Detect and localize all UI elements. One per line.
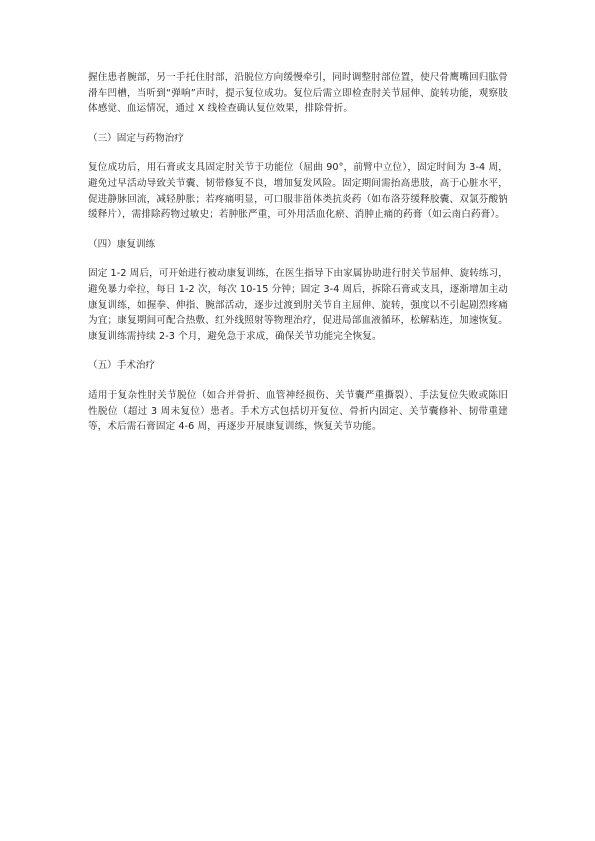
document-body bbox=[88, 70, 508, 435]
section-heading-fixation-medication: （三）固定与药物治疗 bbox=[88, 132, 184, 144]
paragraph-reduction-procedure: 握住患者腕部，另一手托住肘部，沿脱位方向缓慢牵引，同时调整肘部位置，使尺骨鹰嘴回归肱骨滑车凹槽，当听到“弹响”声时，提示复位成功。复位后需立即检查肘关节屈伸、旋转功能，观察肢体感觉、血运情况，通过 X 线检查确认复位效果，排除骨折。 bbox=[88, 72, 508, 115]
paragraph-fixation-medication: 复位成功后，用石膏或支具固定肘关节于功能位（屈曲 90°，前臂中立位），固定时间为 3-4 周，避免过早活动导致关节囊、韧带修复不良，增加复发风险。固定期间需抬高患肢，高于心脏水平，促进静脉回流，减轻肿胀；若疼痛明显，可口服非甾体类抗炎药（如布洛芬缓释胶囊、双氯芬酸钠缓释片），需排除药物过敏史；若肿胀严重，可外用活血化瘀、消肿止痛的药膏（如云南白药膏）。 bbox=[88, 162, 508, 221]
section-heading-rehabilitation: （四）康复训练 bbox=[88, 238, 156, 250]
paragraph-rehabilitation: 固定 1-2 周后，可开始进行被动康复训练，在医生指导下由家属协助进行肘关节屈伸、旋转练习，避免暴力牵拉，每日 1-2 次，每次 10-15 分钟；固定 3-4 周后，拆除石膏或支具，逐渐增加主动康复训练，如握拳、伸指、腕部活动，逐步过渡到肘关节自主屈伸、旋转，强度以不引起剧烈疼痛为宜；康复期间可配合热敷、红外线照射等物理治疗，促进局部血液循环，松解粘连，加速恢复。康复训练需持续 2-3 个月，避免急于求成，确保关节功能完全恢复。 bbox=[88, 268, 508, 342]
section-heading-surgery: （五）手术治疗 bbox=[88, 360, 156, 372]
paragraph-surgery: 适用于复杂性肘关节脱位（如合并骨折、血管神经损伤、关节囊严重撕裂）、手法复位失败或陈旧性脱位（超过 3 周未复位）患者。手术方式包括切开复位、骨折内固定、关节囊修补、韧带重建等，术后需石膏固定 4-6 周，再逐步开展康复训练，恢复关节功能。 bbox=[88, 389, 508, 433]
